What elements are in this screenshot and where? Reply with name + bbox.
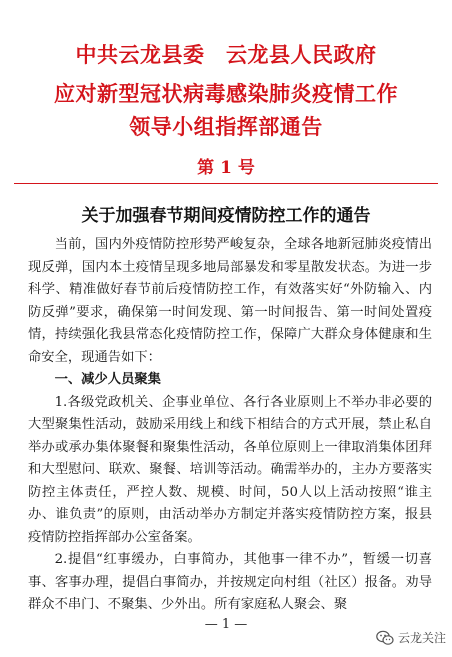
issuer-line-1: 中共云龙县委 云龙县人民政府 — [75, 42, 377, 67]
section1-item-1: 1.各级党政机关、企事业单位、各行各业原则上不举办非必要的大型聚集性活动，鼓励采用线上和线下相结合的方式开展，禁止私自举办或承办集体聚餐和聚集性活动，各单位原则上一律取消集体团拜和大型慰问、联欢、聚餐、培训等活动。确需举办的，主办方要落实防控主体责任，严控人数、规模、时间，50人以上活动按照“谁主办、谁负责”的原则，由活动举办方制定并落实疫情防控方案，报县疫情防控指挥部办公室备案。 — [28, 394, 432, 545]
watermark-label: 云龙关注 — [397, 631, 446, 645]
notice-body — [28, 234, 432, 617]
page-number: — 1 — — [204, 617, 248, 632]
document-number: 第 1 号 — [197, 158, 255, 178]
notice-title: 关于加强春节期间疫情防控工作的通告 — [81, 206, 371, 226]
wechat-watermark — [376, 629, 446, 646]
intro-paragraph: 当前，国内外疫情防控形势严峻复杂，全球各地新冠肺炎疫情出现反弹，国内本土疫情呈现多地局部暴发和零星散发状态。为进一步科学、精准做好春节前后疫情防控工作，有效落实好“外防输入、内防反弹”要求，确保第一时间发现、第一时间报告、第一时间处置疫情，持续强化我县常态化疫情防控工作，保障广大群众身体健康和生命安全，现通告如下： — [28, 237, 432, 365]
red-divider — [14, 183, 438, 184]
wechat-icon — [376, 630, 394, 646]
section-heading-1: 一、减少人员聚集 — [54, 372, 161, 387]
section1-item-2: 2.提倡“红事缓办，白事简办，其他事一律不办”，暂缓一切喜事、客事办理，提倡白事简办，并按规定向村组（社区）报备。劝导群众不串门、不聚集、少外出。所有家庭私人聚会、聚 — [28, 552, 432, 612]
issuer-line-2: 应对新型冠状病毒感染肺炎疫情工作 — [54, 81, 398, 106]
issuer-line-3: 领导小组指挥部通告 — [129, 114, 323, 139]
